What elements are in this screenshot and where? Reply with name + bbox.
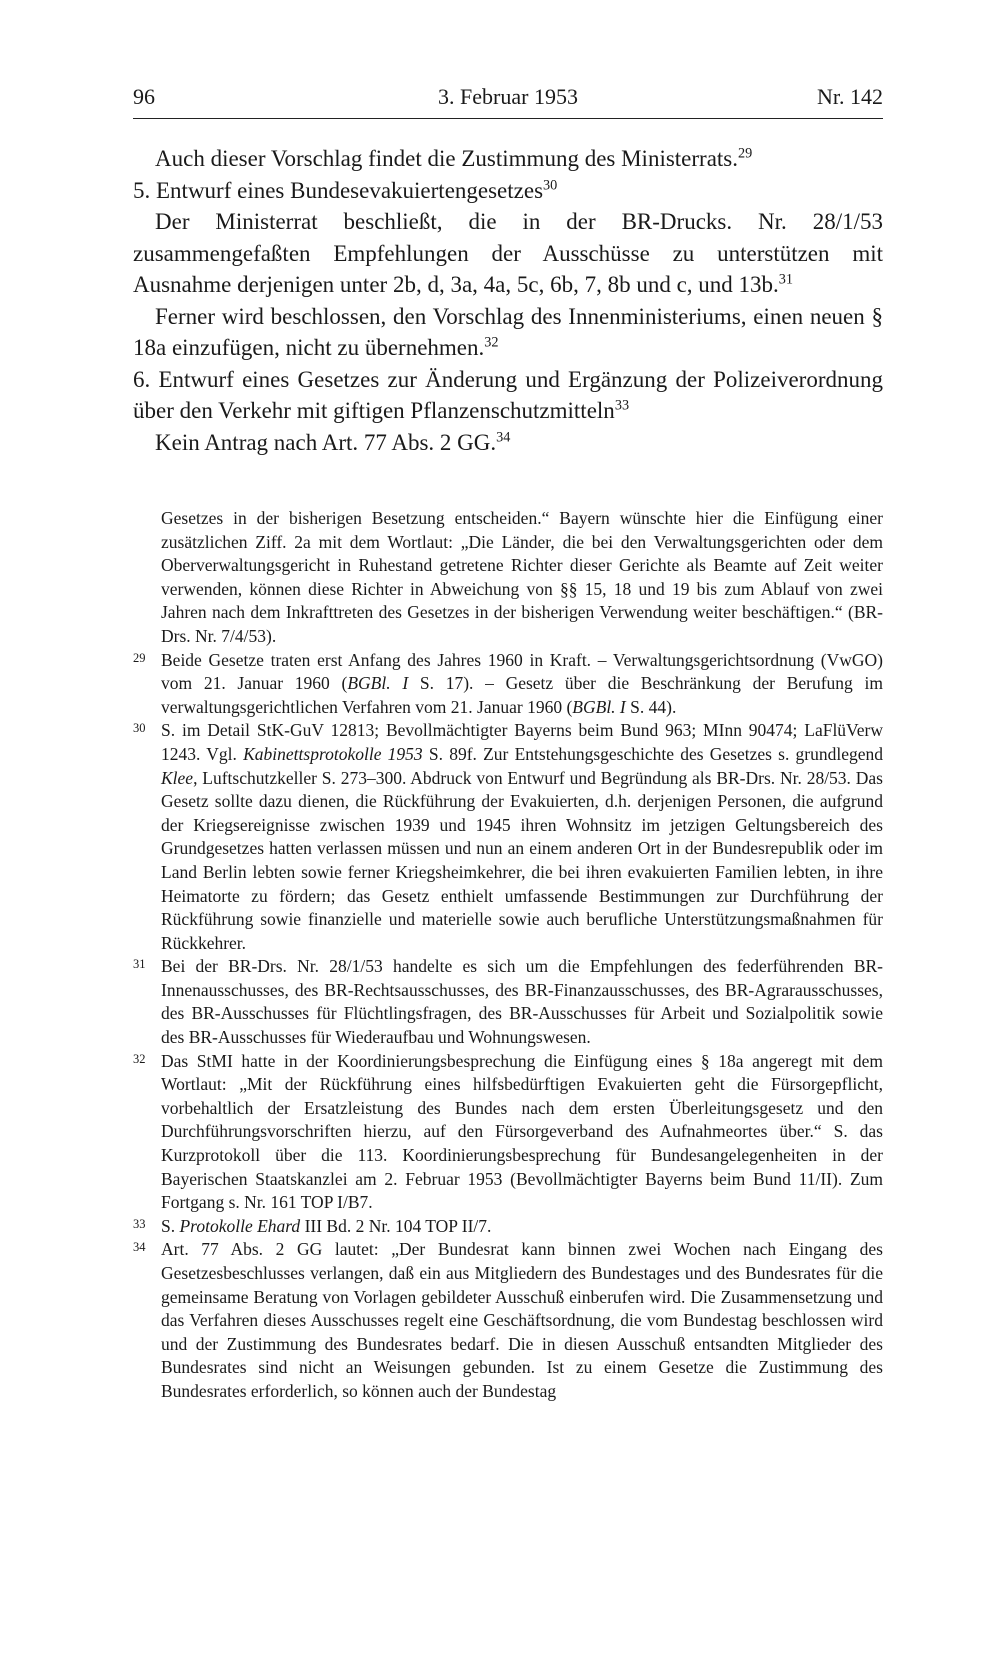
main-text xyxy=(133,143,883,458)
footnote-ref: 33 xyxy=(614,397,630,414)
header-date: 3. Februar 1953 xyxy=(438,84,578,109)
footnote-number: 30 xyxy=(133,721,146,736)
footnote-ref: 32 xyxy=(484,334,499,351)
footnote-29: 29 Beide Gesetze traten erst Anfang des Jahres 1960 in Kraft. – Verwaltungsgerichtsordnung (VwGO) vom 21. Januar 1960 (BGBl. I S. 17). – Gesetz über die Beschränkung der Berufung im verwaltungsgerichtlichen Verfahren vom 21. Januar 1960 (BGBl. I S. 44). xyxy=(133,649,883,717)
footnote-number: 29 xyxy=(133,650,146,665)
footnote-34: 34 Art. 77 Abs. 2 GG lautet: „Der Bundesrat kann binnen zwei Wochen nach Eingang des Gesetzesbeschlusses verlangen, daß ein aus Mitgliedern des Bundestages und des Bundesrates für die gemeinsame Beratung von Vorlagen gebildeter Ausschuß einberufen wird. Die Zusammensetzung und das Verfahren dieses Ausschusses regelt eine Geschäftsordnung, die vom Bundestag beschlossen wird und der Zustimmung des Bundesrates bedarf. Die in diesen Ausschuß entsandten Mitglieder des Bundesrates sind nicht an Weisungen gebunden. Ist zu einem Gesetze die Zustimmung des Bundesrates erforderlich, so können auch der Bundestag xyxy=(133,1239,883,1401)
footnote-32: 32 Das StMI hatte in der Koordinierungsbesprechung die Einfügung eines § 18a angeregt mit dem Wortlaut: „Mit der Rückführung eines hilfsbedürftigen Evakuierten geht die Fürsorgepflicht, vorbehaltlich der Ersatzleistung des Bundes nach dem ersten Überleitungsgesetz und den Durchführungsvorschriften hierzu, auf den Fürsorgeverband des Aufnahmeortes über.“ S. das Kurzprotokoll über die 113. Koordinierungsbesprechung für Bundesangelegenheiten in der Bayerischen Staatskanzlei am 2. Februar 1953 (Bevollmächtigter Bayerns beim Bund 11/II). Zum Fortgang s. Nr. 161 TOP I/B7. xyxy=(133,1050,883,1213)
page-number: 96 xyxy=(133,84,155,109)
footnote-number: 33 xyxy=(133,1216,146,1231)
paragraph-further-resolution: Ferner wird beschlossen, den Vorschlag des Innenministeriums, einen neuen § 18a einzufügen, nicht zu übernehmen.$^{32}$ xyxy=(133,303,883,360)
footnote-number: 32 xyxy=(133,1051,146,1066)
agenda-item-6: 6. Entwurf eines Gesetzes zur Änderung und Ergänzung der Polizeiverordnung über den Verkehr mit giftigen Pflanzenschutzmitteln$^{33}$ xyxy=(133,366,883,423)
footnote-continuation: Gesetzes in der bisherigen Besetzung entscheiden.“ Bayern wünschte hier die Einfügung einer zusätzlichen Ziff. 2a mit dem Wortlaut: „Die Länder, die bei den Verwaltungsgerichten oder dem Oberverwaltungsgericht in Ruhestand getretene Richter dieser Gerichte als Beamte auf Zeit weiter verwenden, können diese Richter in Abweichung von §§ 15, 18 und 19 bis zum Ablauf von zwei Jahren nach dem Inkrafttreten des Gesetzes in der bisherigen Verwendung weiter beschäftigen.“ (BR-Drs. Nr. 7/4/53). xyxy=(161,508,883,646)
running-header xyxy=(133,84,883,119)
footnote-30: 30 S. im Detail StK-GuV 12813; Bevollmächtigter Bayerns beim Bund 963; MInn 90474; LaFlüVerw 1243. Vgl. Kabinettsprotokolle 1953 S. 89f. Zur Entstehungsgeschichte des Gesetzes s. grundlegend Klee, Luftschutzkeller S. 273–300. Abdruck von Entwurf und Begründung als BR-Drs. Nr. 28/53. Das Gesetz sollte dazu dienen, die Rückführung der Evakuierten, d.h. derjenigen Personen, die aufgrund der Kriegsereignisse zwischen 1939 und 1945 ihren Wohnsitz im jetzigen Geltungsbereich des Grundgesetzes hatten verlassen müssen und nun an einem anderen Ort in der Bundesrepublik oder im Land Berlin lebten sowie ferner Kriegsheimkehrer, die bei ihren evakuierten Familien lebten, in ihre Heimatorte zu fördern; das Gesetz enthielt umfassende Bestimmungen zur Durchführung der Rückführung sowie finanzielle und materielle sowie auch berufliche Unterstützungsmaßnahmen für Rückkehrer. xyxy=(133,720,883,953)
document-number: Nr. 142 xyxy=(817,84,883,109)
footnote-ref: 34 xyxy=(496,428,511,445)
footnotes xyxy=(133,507,883,1404)
footnote-ref: 30 xyxy=(543,176,558,193)
footnote-ref: 29 xyxy=(738,145,753,162)
paragraph-approval: Auch dieser Vorschlag findet die Zustimmung des Ministerrats.$^{29}$ xyxy=(155,145,753,171)
paragraph-resolution: Der Ministerrat beschließt, die in der BR-Drucks. Nr. 28/1/53 zusammengefaßten Empfehlungen der Ausschüsse zu unterstützen mit Ausnahme derjenigen unter 2b, d, 3a, 4a, 5c, 6b, 7, 8b und c, und 13b.$^{31}$ xyxy=(133,209,883,297)
footnote-ref: 31 xyxy=(778,271,794,288)
footnote-number: 31 xyxy=(133,957,146,972)
footnote-33: 33 S. Protokolle Ehard III Bd. 2 Nr. 104 TOP II/7. xyxy=(133,1215,492,1236)
footnote-number: 34 xyxy=(133,1240,146,1255)
footnote-31: 31 Bei der BR-Drs. Nr. 28/1/53 handelte es sich um die Empfehlungen des federführenden BR-Innenausschusses, des BR-Rechtsausschusses, des BR-Finanzausschusses, des BR-Agrarausschusses, des BR-Ausschusses für Flüchtlingsfragen, des BR-Ausschusses für Arbeit und Sozialpolitik sowie des BR-Ausschusses für Wiederaufbau und Wohnungswesen. xyxy=(133,956,883,1048)
agenda-item-5: 5. Entwurf eines Bundesevakuiertengesetzes$^{30}$ xyxy=(133,176,558,203)
paragraph-no-motion: Kein Antrag nach Art. 77 Abs. 2 GG.$^{34}$ xyxy=(155,428,511,455)
